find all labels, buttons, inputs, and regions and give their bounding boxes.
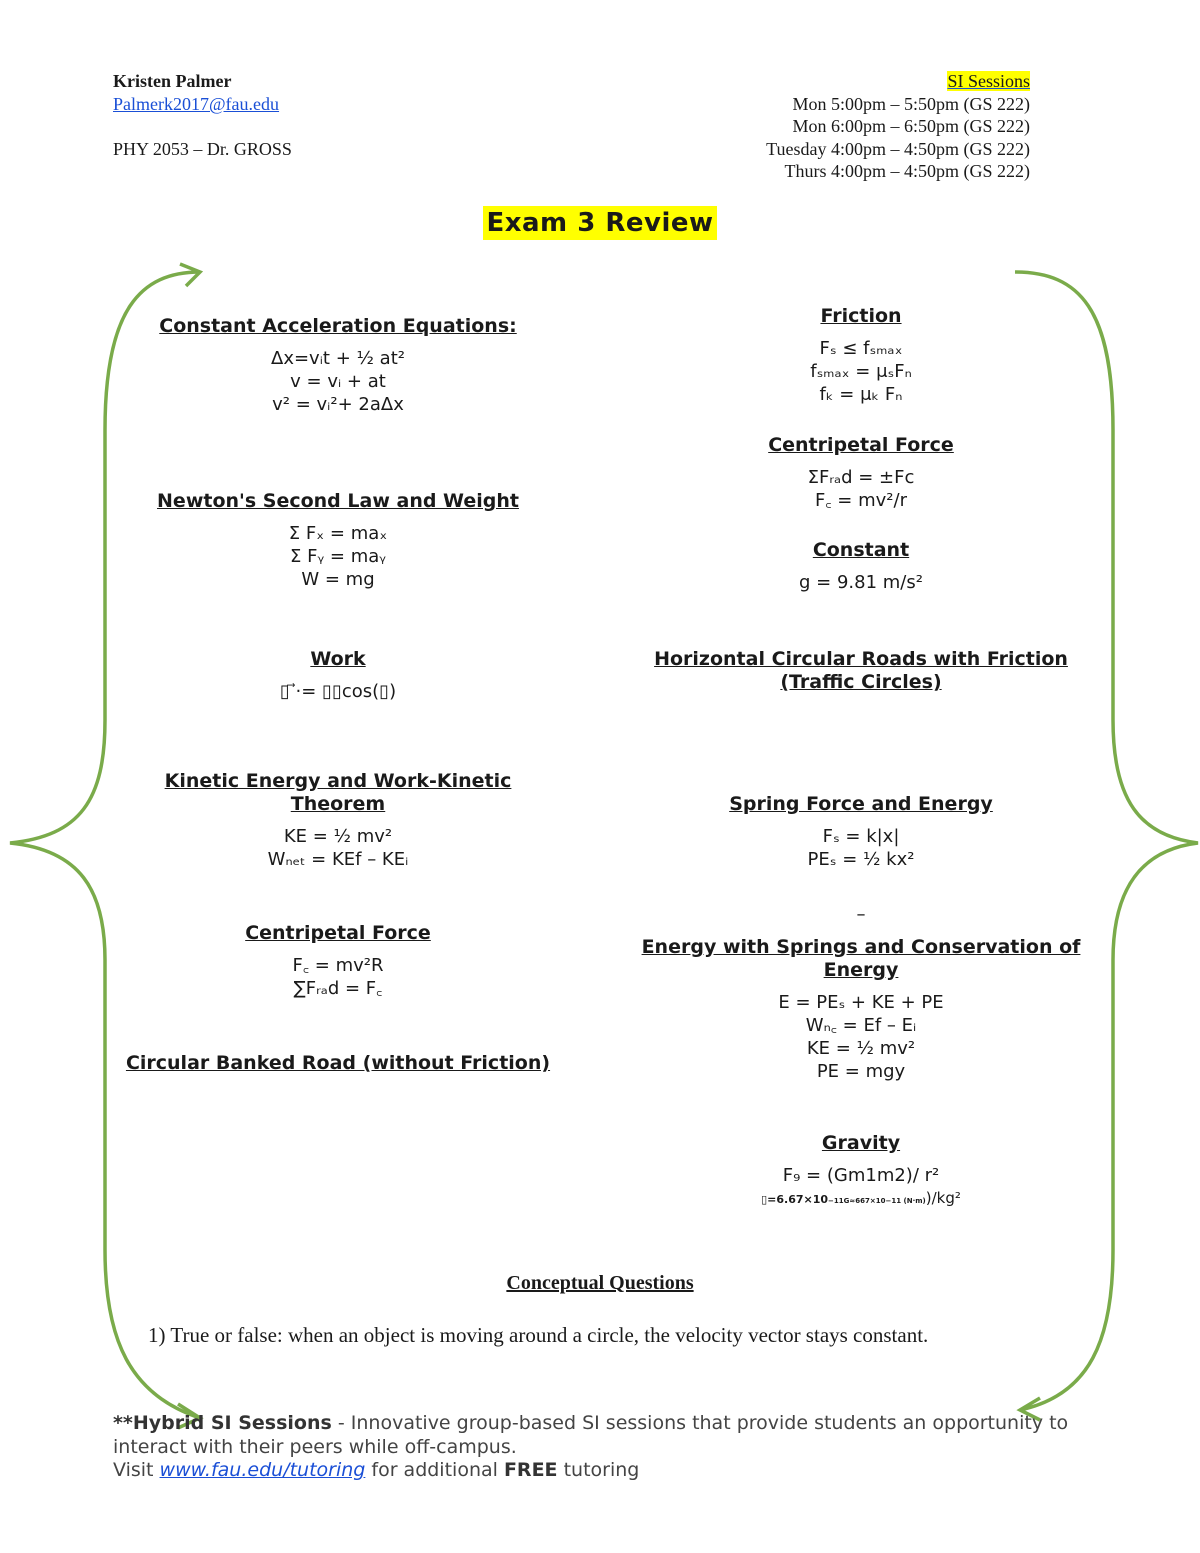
formula-line: F꜀ = mv²/r xyxy=(815,490,907,511)
formula-line: g = 9.81 m/s² xyxy=(799,572,923,593)
formula-line: ▯ ⃗⋅= ▯▯cos(▯) xyxy=(279,681,397,702)
course-label: PHY 2053 – Dr. GROSS xyxy=(113,139,292,159)
formula-line: fₛₘₐₓ = μₛFₙ xyxy=(810,361,912,382)
formula-section xyxy=(98,490,578,591)
formula-section xyxy=(621,434,1101,512)
section-title: Centripetal Force xyxy=(245,922,431,944)
section-title: Circular Banked Road (without Friction) xyxy=(125,1052,551,1074)
formula-line: F₉ = (Gm1m2)/ r² xyxy=(782,1165,940,1186)
formula-line: fₖ = μₖ Fₙ xyxy=(819,384,903,405)
formula-line: KE = ½ mv² xyxy=(806,1038,916,1059)
dash-mark: – xyxy=(856,904,866,925)
formula-line: W = mg xyxy=(301,569,375,590)
formula-line: Σ Fᵧ = maᵧ xyxy=(290,546,386,567)
formula-line: Wₙₑₜ = KEf – KEᵢ xyxy=(267,849,409,870)
section-title: Work xyxy=(310,648,366,670)
formula-section xyxy=(98,922,578,1000)
session-item: Mon 6:00pm – 6:50pm (GS 222) xyxy=(792,116,1030,136)
hybrid-desc: - Innovative group-based SI sessions that provide students an opportunity to interact with their peers while off-campus. xyxy=(113,1412,1069,1458)
author-block xyxy=(113,70,533,161)
section-title: Friction xyxy=(820,305,902,327)
formula-line: PEₛ = ½ kx² xyxy=(807,849,915,870)
question-item: 1) True or false: when an object is moving around a circle, the velocity vector stays constant. xyxy=(148,1323,929,1347)
formula-section xyxy=(621,648,1101,703)
formula-section xyxy=(98,1052,578,1084)
formula-line: F꜀ = mv²R xyxy=(292,955,384,976)
session-item: Thurs 4:00pm – 4:50pm (GS 222) xyxy=(784,161,1030,181)
formula-section xyxy=(621,936,1101,1083)
formula-line: v = vᵢ + at xyxy=(290,371,386,392)
section-title: Spring Force and Energy xyxy=(729,793,993,815)
formula-line: ΣFᵣₐd = ±Fc xyxy=(807,467,915,488)
formula-section xyxy=(621,305,1101,406)
formula-line: Σ Fₓ = maₓ xyxy=(288,523,388,544)
section-title: Kinetic Energy and Work-Kinetic Theorem xyxy=(164,770,512,815)
author-email-link[interactable]: Palmerk2017@fau.edu xyxy=(113,94,280,114)
formula-line: PE = mgy xyxy=(816,1061,906,1082)
footer-note: **Hybrid SI Sessions - Innovative group-based SI sessions that provide students an opportunity to interact with their peers while off-campus. Visit www.fau.edu/tutoring for additional FREE tutoring xyxy=(113,1412,1069,1481)
formula-line: E = PEₛ + KE + PE xyxy=(778,992,944,1013)
free-label: FREE xyxy=(503,1459,558,1481)
formula-section xyxy=(621,1132,1101,1213)
formula-section xyxy=(621,793,1101,871)
section-title: Constant Acceleration Equations: xyxy=(159,315,517,337)
formula-section xyxy=(98,315,578,416)
formula-line: Wₙ꜀ = Ef – Eᵢ xyxy=(805,1015,917,1036)
formula-line: KE = ½ mv² xyxy=(283,826,393,847)
section-title: Centripetal Force xyxy=(768,434,954,456)
formula-section xyxy=(98,770,578,871)
title-wrap xyxy=(0,206,1200,240)
session-item: Tuesday 4:00pm – 4:50pm (GS 222) xyxy=(766,138,1030,159)
formula-section xyxy=(98,648,578,703)
section-title: Horizontal Circular Roads with Friction (Traffic Circles) xyxy=(654,648,1068,693)
gravity-constant: ▯=6.67×10−11G≈667×10−11 (N·m))/kg² xyxy=(761,1189,961,1207)
section-title: Constant xyxy=(812,539,910,561)
section-title: Gravity xyxy=(821,1132,901,1154)
si-sessions-title: SI Sessions xyxy=(947,71,1030,91)
section-title: Newton's Second Law and Weight xyxy=(157,490,519,512)
formula-line: Fₛ = k|x| xyxy=(822,826,900,847)
formula-line: Δx=vᵢt + ½ at² xyxy=(271,348,405,369)
page-title: Exam 3 Review xyxy=(483,206,716,240)
si-sessions-block xyxy=(610,70,1030,183)
formula-section xyxy=(621,539,1101,594)
formula-line: Fₛ ≤ fₛₘₐₓ xyxy=(819,338,903,359)
author-name: Kristen Palmer xyxy=(113,71,232,91)
formula-line: v² = vᵢ²+ 2aΔx xyxy=(272,394,404,415)
conceptual-questions-title: Conceptual Questions xyxy=(506,1272,694,1294)
tutoring-link[interactable]: www.fau.edu/tutoring xyxy=(159,1459,366,1481)
session-item: Mon 5:00pm – 5:50pm (GS 222) xyxy=(792,93,1030,114)
section-title: Energy with Springs and Conservation of Energy xyxy=(641,936,1081,981)
hybrid-label: **Hybrid SI Sessions xyxy=(113,1412,332,1434)
formula-line: ∑Fᵣₐd = F꜀ xyxy=(293,978,383,999)
